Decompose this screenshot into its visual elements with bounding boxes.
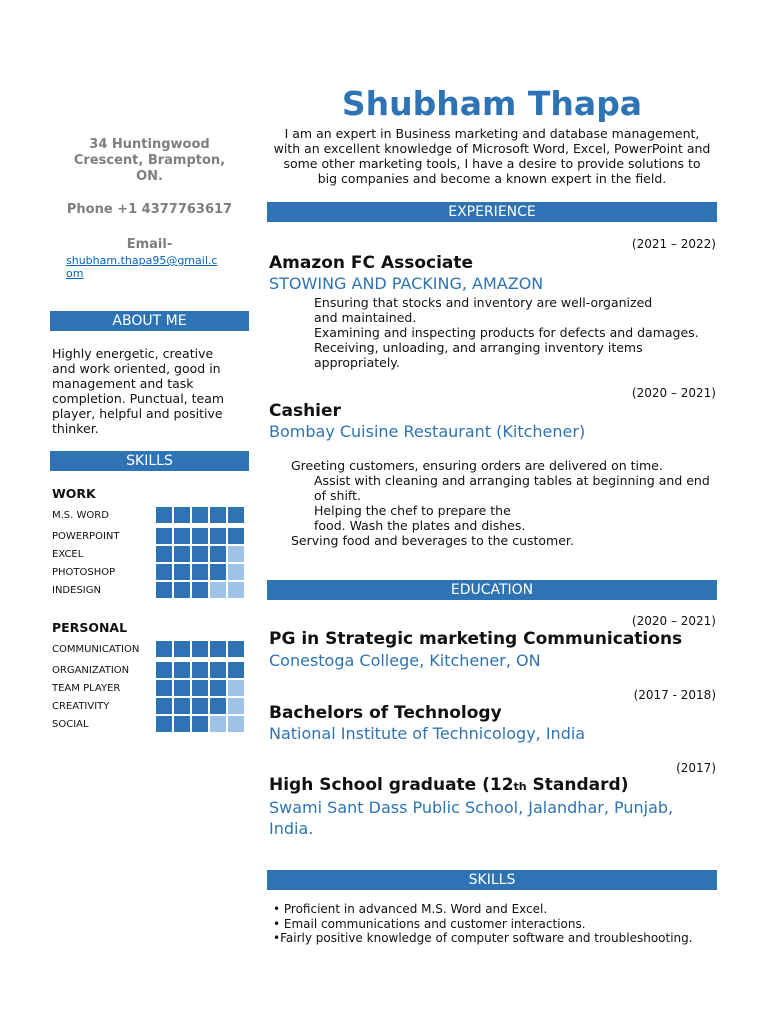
intro-line: I am an expert in Business marketing and database management, [284,126,700,141]
skill-rating [156,662,244,678]
rating-cell [228,582,244,598]
education-org: Conestoga College, Kitchener, ON [269,651,541,670]
rating-cell [174,564,190,580]
rating-cell [228,698,244,714]
skill-name: COMMUNICATION [52,644,140,655]
rating-cell [210,662,226,678]
skill-item: •Fairly positive knowledge of computer software and troubleshooting. [273,931,693,945]
skill-name: ORGANIZATION [52,665,130,676]
skill-name: EXCEL [52,549,84,560]
job-line: Greeting customers, ensuring orders are delivered on time. [291,458,663,473]
skills-heading: SKILLS [267,870,717,890]
education-title-part: Standard) [526,775,629,795]
job-line: appropriately. [314,355,400,370]
skill-rating [156,582,244,598]
education-title: Bachelors of Technology [269,703,502,723]
job-org: STOWING AND PACKING, AMAZON [269,274,544,293]
rating-cell [228,641,244,657]
rating-cell [192,582,208,598]
rating-cell [228,546,244,562]
job-line: Ensuring that stocks and inventory are well-organized [314,295,653,310]
about-line: management and task [52,376,194,391]
job-description [314,295,699,370]
intro-line: some other marketing tools, I have a desire to provide solutions to [283,156,701,171]
job-org: Bombay Cuisine Restaurant (Kitchener) [269,422,586,441]
education-org [269,797,673,839]
address-line: Crescent, Brampton, [73,153,226,168]
personal-heading: PERSONAL [52,620,128,635]
skill-name: M.S. WORD [52,510,109,521]
work-heading: WORK [52,486,96,501]
job-line: Receiving, unloading, and arranging inventory items [314,340,643,355]
rating-cell [156,716,172,732]
rating-cell [174,546,190,562]
job-description [291,458,710,548]
rating-cell [192,528,208,544]
rating-cell [174,698,190,714]
job-line: Examining and inspecting products for defects and damages. [314,325,699,340]
rating-cell [174,662,190,678]
education-title [269,775,628,795]
rating-cell [156,564,172,580]
about-heading: ABOUT ME [50,311,249,331]
rating-cell [192,507,208,523]
rating-cell [174,716,190,732]
job-line: Helping the chef to prepare the [314,503,511,518]
education-org: National Institute of Technicology, India [269,724,586,743]
education-org-line: India. [269,819,314,838]
rating-cell [228,528,244,544]
skill-name: TEAM PLAYER [52,683,121,694]
skill-name: INDESIGN [52,585,101,596]
skill-rating [156,528,244,544]
job-line: Assist with cleaning and arranging tables at beginning and end [314,473,710,488]
education-title-part: High School graduate (12 [269,775,514,795]
job-title: Cashier [269,401,341,421]
rating-cell [156,698,172,714]
email-label: Email- [126,237,173,252]
rating-cell [174,528,190,544]
rating-cell [210,564,226,580]
about-line: player, helpful and positive [52,406,223,421]
skill-rating [156,564,244,580]
job-line: Serving food and beverages to the customer. [291,533,574,548]
rating-cell [228,716,244,732]
skill-name: CREATIVITY [52,701,110,712]
rating-cell [210,582,226,598]
rating-cell [210,716,226,732]
education-title: PG in Strategic marketing Communications [269,629,683,649]
education-date: (2017) [676,761,716,775]
email-line[interactable]: om [66,267,84,280]
address [50,137,249,185]
email-line[interactable]: shubham.thapa95@gmail.c [66,254,218,267]
rating-cell [228,564,244,580]
rating-cell [174,641,190,657]
about-line: Highly energetic, creative [52,346,214,361]
job-line: food. Wash the plates and dishes. [314,518,526,533]
intro-line: with an excellent knowledge of Microsoft Word, Excel, PowerPoint and [273,141,711,156]
rating-cell [228,662,244,678]
skill-name: PHOTOSHOP [52,567,116,578]
skill-item: • Proficient in advanced M.S. Word and Excel. [273,902,548,916]
rating-cell [210,546,226,562]
rating-cell [156,641,172,657]
skill-rating [156,546,244,562]
about-text [52,346,224,436]
job-date: (2020 – 2021) [631,386,716,400]
skill-name: POWERPOINT [52,531,120,542]
rating-cell [210,641,226,657]
rating-cell [156,528,172,544]
rating-cell [156,582,172,598]
rating-cell [192,641,208,657]
skill-name: SOCIAL [52,719,89,730]
rating-cell [210,698,226,714]
skill-rating [156,716,244,732]
skill-rating [156,680,244,696]
skill-rating [156,507,244,523]
intro-line: big companies and become a known expert in the field. [317,171,667,186]
job-line: and maintained. [314,310,417,325]
intro-text [267,126,717,186]
address-line: 34 Huntingwood [89,137,210,152]
address-line: ON. [136,169,163,184]
about-line: and work oriented, good in [52,361,221,376]
skill-item: • Email communications and customer interactions. [273,916,586,931]
rating-cell [192,662,208,678]
rating-cell [192,698,208,714]
education-date: (2017 - 2018) [633,688,716,702]
rating-cell [156,546,172,562]
email-link[interactable] [66,254,217,280]
about-line: completion. Punctual, team [52,391,225,406]
rating-cell [192,564,208,580]
rating-cell [156,680,172,696]
job-line: of shift. [314,488,361,503]
experience-heading: EXPERIENCE [267,202,717,222]
name-heading: Shubham Thapa [341,84,643,123]
rating-cell [192,716,208,732]
rating-cell [174,507,190,523]
education-heading: EDUCATION [267,580,717,600]
rating-cell [192,546,208,562]
job-title: Amazon FC Associate [269,253,474,273]
rating-cell [210,528,226,544]
sidebar-skills-heading: SKILLS [50,451,249,471]
rating-cell [156,507,172,523]
education-org-line: Swami Sant Dass Public School, Jalandhar, Punjab, [269,798,674,817]
skill-rating [156,698,244,714]
education-title-suffix: th [513,780,527,793]
skills-list [273,902,693,946]
rating-cell [192,680,208,696]
rating-cell [156,662,172,678]
rating-cell [228,507,244,523]
rating-cell [210,680,226,696]
job-date: (2021 – 2022) [631,237,716,251]
rating-cell [174,680,190,696]
education-date: (2020 – 2021) [631,614,716,628]
rating-cell [174,582,190,598]
about-line: thinker. [52,421,99,436]
rating-cell [210,507,226,523]
rating-cell [228,680,244,696]
skill-rating [156,641,244,657]
phone: Phone +1 4377763617 [66,202,233,217]
